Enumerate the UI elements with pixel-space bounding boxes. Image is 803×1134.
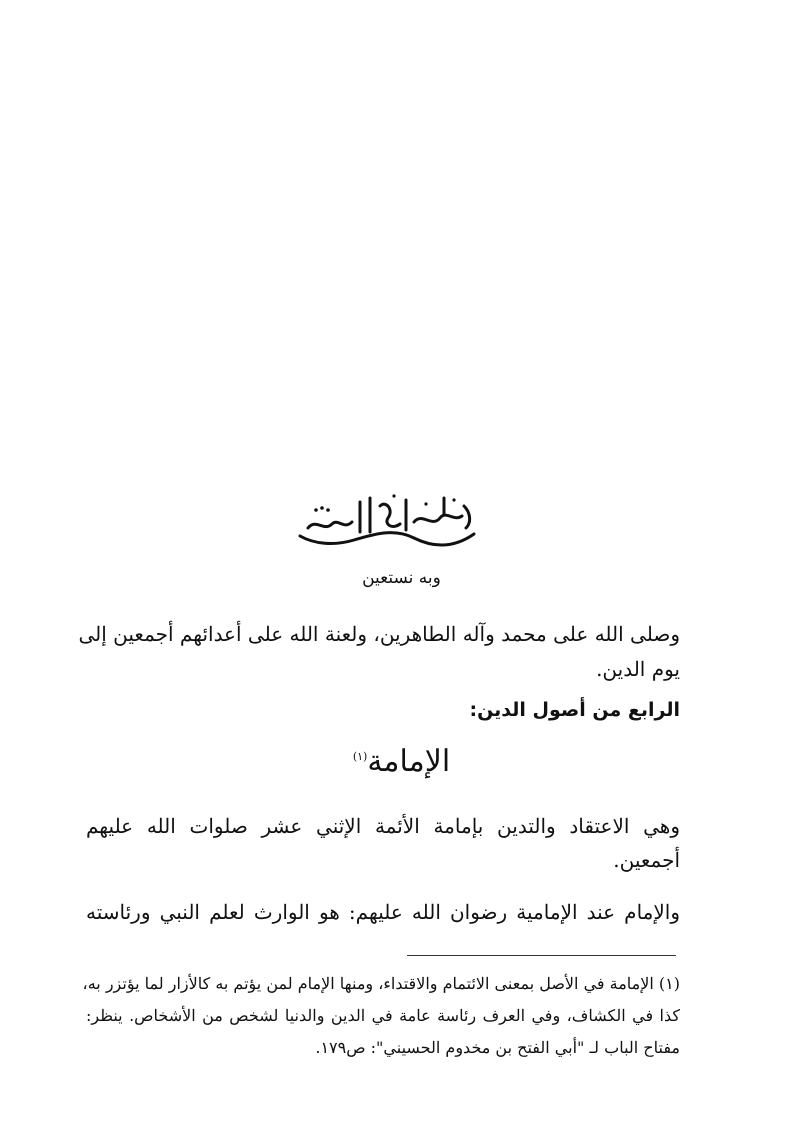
intro-line-2: يوم الدين. — [596, 657, 680, 681]
topic-title: الإمامة — [367, 744, 451, 779]
subheading: وبه نستعين — [362, 568, 441, 588]
topic-heading — [0, 744, 803, 779]
intro-line-1: وصلى الله على محمد وآله الطاهرين، ولعنة الله على أعدائهم أجمعين إلى — [78, 622, 680, 646]
footnote-line-3: مفتاح الباب لـ "أبي الفتح بن مخدوم الحسيني": ص١٧٩. — [315, 1038, 680, 1057]
footnote-separator — [407, 955, 676, 956]
footnote-line-2: كذا في الكشاف، وفي العرف رئاسة عامة في الدين والدنيا لشخص من الأشخاص. ينظر: — [86, 1006, 680, 1025]
basmala-calligraphy-icon — [294, 488, 480, 550]
section-title: الرابع من أصول الدين: — [469, 699, 680, 721]
body-p1-line-2: أجمعين. — [613, 848, 680, 872]
body-p2-line-1: والإمام عند الإمامية رضوان الله عليهم: هو الوارث لعلم النبي ورئاسته — [86, 900, 680, 924]
body-p1-line-1: وهي الاعتقاد والتدين بإمامة الأئمة الإثني عشر صلوات الله عليهم — [86, 814, 680, 838]
footnote-reference: (١) — [352, 750, 368, 763]
footnote-line-1: (١) الإمامة في الأصل بمعنى الائتمام والاقتداء، ومنها الإمام لمن يؤتم به كالأزار لما يؤتزر به، — [82, 974, 680, 993]
